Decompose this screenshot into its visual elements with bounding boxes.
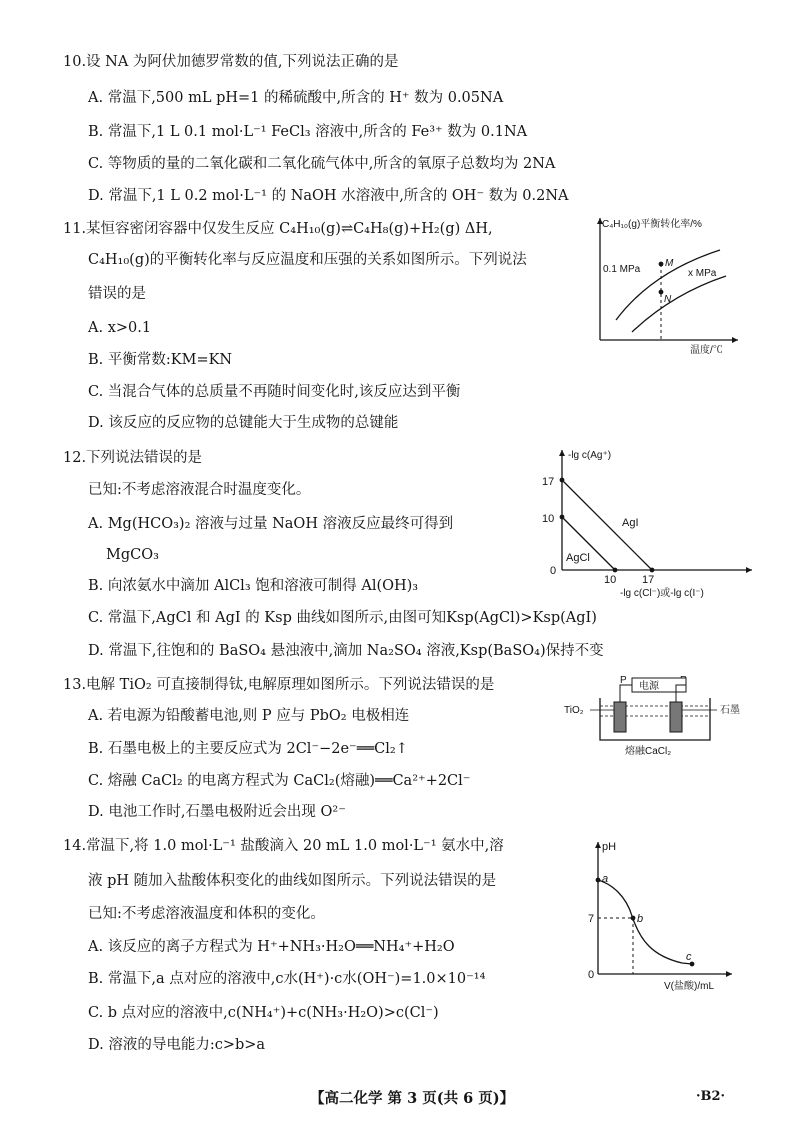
page-footer: 【高二化学 第 3 页(共 6 页)】 xyxy=(310,1090,515,1107)
q12-x-tick-10: 10 xyxy=(604,574,617,586)
q13-figure xyxy=(562,672,762,760)
q14-note: 已知:不考虑溶液温度和体积的变化。 xyxy=(88,906,325,922)
q13-graphite-label: 石墨 xyxy=(720,705,740,716)
page-code: ·B2· xyxy=(696,1089,726,1104)
q14-stem-line1: 14.常温下,将 1.0 mol·L⁻¹ 盐酸滴入 20 mL 1.0 mol·L⁻¹ 氨水中,溶 xyxy=(63,838,504,854)
q11-option-a: A. x>0.1 xyxy=(88,320,152,336)
q14-option-a: A. 该反应的离子方程式为 H⁺+NH₃·H₂O══NH₄⁺+H₂O xyxy=(88,939,455,955)
q14-option-d: D. 溶液的导电能力:c>b>a xyxy=(88,1037,266,1053)
q12-option-d: D. 常温下,往饱和的 BaSO₄ 悬浊液中,滴加 Na₂SO₄ 溶液,Ksp(BaSO₄)保持不变 xyxy=(88,643,604,659)
q11-figure xyxy=(592,210,742,360)
q11-curve1-label: 0.1 MPa xyxy=(603,264,641,275)
q12-agi-label: AgI xyxy=(622,517,639,529)
q13-tio2-electrode xyxy=(614,702,626,732)
q14-y-label: pH xyxy=(602,841,617,853)
q11-point-m xyxy=(659,262,664,267)
q13-source-label: 电源 xyxy=(639,681,659,692)
q11-stem-line3: 错误的是 xyxy=(88,286,146,302)
q13-option-b: B. 石墨电极上的主要反应式为 2Cl⁻−2e⁻══Cl₂↑ xyxy=(88,741,408,757)
q12-agcl-label: AgCl xyxy=(566,552,590,564)
q12-option-b: B. 向浓氨水中滴加 AlCl₃ 饱和溶液可制得 Al(OH)₃ xyxy=(88,578,419,594)
q12-stem: 12.下列说法错误的是 xyxy=(63,450,203,466)
q12-option-a-line1: A. Mg(HCO₃)₂ 溶液与过量 NaOH 溶液反应最终可得到 xyxy=(88,516,454,532)
q11-y-label: C₄H₁₀(g)平衡转化率/% xyxy=(602,219,702,230)
q11-curve2-label: x MPa xyxy=(688,268,717,279)
q12-x-label: -lg c(Cl⁻)或-lg c(I⁻) xyxy=(620,588,704,599)
q13-melt-label: 熔融CaCl₂ xyxy=(625,746,672,757)
q13-option-d: D. 电池工作时,石墨电极附近会出现 O²⁻ xyxy=(88,804,346,820)
q14-option-b: B. 常温下,a 点对应的溶液中,c水(H⁺)·c水(OH⁻)=1.0×10⁻¹⁴ xyxy=(88,971,486,987)
q11-n-label: N xyxy=(664,294,672,305)
q14-stem-line2: 液 pH 随加入盐酸体积变化的曲线如图所示。下列说法错误的是 xyxy=(88,873,497,889)
q13-p-label: P xyxy=(620,675,627,686)
q14-point-a xyxy=(596,878,601,883)
q11-option-c: C. 当混合气体的总质量不再随时间变化时,该反应达到平衡 xyxy=(88,384,461,400)
q11-curve-x-mpa xyxy=(632,276,726,332)
q12-option-c: C. 常温下,AgCl 和 AgI 的 Ksp 曲线如图所示,由图可知Ksp(AgCl)>Ksp(AgI) xyxy=(88,610,597,626)
q11-point-n xyxy=(659,290,664,295)
q11-stem-line1: 11.某恒容密闭容器中仅发生反应 C₄H₁₀(g)⇌C₄H₈(g)+H₂(g) ΔH, xyxy=(63,221,493,237)
q12-y-tick-17: 17 xyxy=(542,476,555,488)
q11-x-label: 温度/℃ xyxy=(690,345,723,356)
q14-point-b xyxy=(631,916,636,921)
q10-stem: 10.设 NA 为阿伏加德罗常数的值,下列说法正确的是 xyxy=(63,54,399,70)
q14-figure xyxy=(582,836,742,996)
q14-c-label: c xyxy=(686,951,692,963)
q14-a-label: a xyxy=(602,873,609,885)
q10-option-c: C. 等物质的量的二氧化碳和二氧化硫气体中,所含的氧原子总数均为 2NA xyxy=(88,156,556,172)
q10-option-d: D. 常温下,1 L 0.2 mol·L⁻¹ 的 NaOH 水溶液中,所含的 OH⁻ 数为 0.2NA xyxy=(88,188,569,204)
q12-option-a-line2: MgCO₃ xyxy=(106,547,159,563)
q14-option-c: C. b 点对应的溶液中,c(NH₄⁺)+c(NH₃·H₂O)>c(Cl⁻) xyxy=(88,1005,439,1021)
q14-tick-7: 7 xyxy=(588,913,595,925)
q11-m-label: M xyxy=(665,258,674,269)
q13-graphite-electrode xyxy=(670,702,682,732)
q12-note: 已知:不考虑溶液混合时温度变化。 xyxy=(88,482,311,498)
q10-option-b: B. 常温下,1 L 0.1 mol·L⁻¹ FeCl₃ 溶液中,所含的 Fe³⁺ 数为 0.1NA xyxy=(88,124,528,140)
q11-stem-line2: C₄H₁₀(g)的平衡转化率与反应温度和压强的关系如图所示。下列说法 xyxy=(88,252,527,268)
q13-option-c: C. 熔融 CaCl₂ 的电离方程式为 CaCl₂(熔融)══Ca²⁺+2Cl⁻ xyxy=(88,773,471,789)
q12-y-tick-10: 10 xyxy=(542,513,555,525)
q13-option-a: A. 若电源为铅酸蓄电池,则 P 应与 PbO₂ 电极相连 xyxy=(88,708,410,724)
q13-stem: 13.电解 TiO₂ 可直接制得钛,电解原理如图所示。下列说法错误的是 xyxy=(63,677,495,693)
q14-x-label: V(盐酸)/mL xyxy=(664,981,714,992)
q12-x-tick-17: 17 xyxy=(642,574,655,586)
q11-option-d: D. 该反应的反应物的总键能大于生成物的总键能 xyxy=(88,415,399,431)
q12-figure xyxy=(540,440,770,602)
q14-titration-curve xyxy=(598,880,692,964)
q13-tio2-label: TiO₂ xyxy=(564,705,584,716)
q14-b-label: b xyxy=(637,913,644,925)
q14-tick-0: 0 xyxy=(588,969,595,981)
q12-y-tick-0: 0 xyxy=(550,565,557,577)
q10-option-a: A. 常温下,500 mL pH=1 的稀硫酸中,所含的 H⁺ 数为 0.05NA xyxy=(88,90,504,106)
q11-option-b: B. 平衡常数:KM=KN xyxy=(88,352,233,368)
q12-y-label: -lg c(Ag⁺) xyxy=(568,450,612,461)
